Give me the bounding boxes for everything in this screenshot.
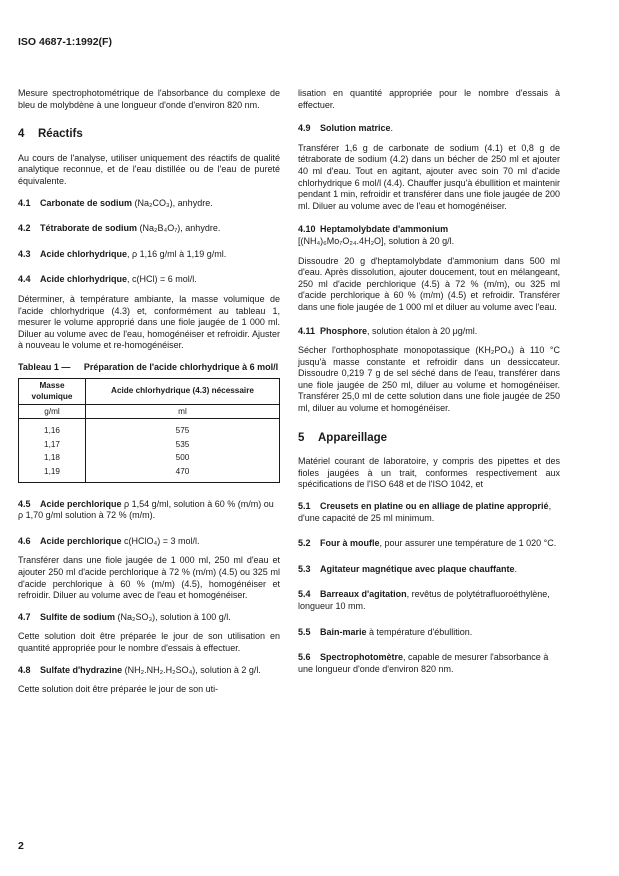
clause-number: 4.7	[18, 611, 31, 622]
section-title: Réactifs	[38, 128, 83, 141]
clause-4-3	[18, 249, 280, 261]
clause-number: 4.6	[18, 535, 31, 546]
clause-number: 5.5	[298, 626, 311, 637]
clause-name: Heptamolybdate d'ammonium	[320, 224, 449, 235]
clause-text: .	[390, 123, 394, 134]
col-unit-volume: ml	[86, 404, 280, 419]
clause-5-1	[298, 501, 560, 524]
clause-number: 4.3	[18, 248, 31, 259]
clause-text: , capable de mesurer l'absorbance à une longueur d'onde d'environ 820 nm.	[298, 652, 549, 674]
clause-number: 4.4	[18, 274, 31, 285]
clause-name: Agitateur magnétique avec plaque chauffante	[320, 563, 515, 574]
clause-4-10-body: Dissoudre 20 g d'heptamolybdate d'ammonium dans 500 ml d'eau. Après dissolution, ajouter doucement, tout en mélangeant, 250 ml d'acide perchlorique (4.5) à 72 % (m/m), ou 325 ml d'acide perchlorique à 60 % (m/m) (4.5) et refroidir. Transférer dans une fiole jaugée de 1 000 ml et diluer au volume avec l'eau.	[298, 255, 560, 312]
clause-text: (Na₂CO₃), anhydre.	[132, 197, 213, 208]
clause-4-11	[298, 326, 560, 338]
clause-name: Sulfate d'hydrazine	[40, 664, 123, 675]
col-header-volume: Acide chlorhydrique (4.3) nécessaire	[86, 378, 280, 404]
density-cell: 1,19	[19, 465, 86, 482]
clause-name: Creusets en platine ou en alliage de platine approprié	[320, 501, 549, 512]
clause-number: 4.10	[298, 224, 316, 235]
clause-text: , pour assurer une température de 1 020 °C.	[379, 538, 557, 549]
section-5-intro: Matériel courant de laboratoire, y compris des pipettes et des fioles jaugées à un trait, conformes respectivement aux spécifications de l'ISO 648 et de l'ISO 1042, et	[298, 456, 560, 490]
volume-cell: 535	[86, 438, 280, 452]
clause-text: .	[514, 563, 518, 574]
density-cell: 1,16	[19, 419, 86, 438]
right-column	[298, 88, 560, 689]
clause-name: Acide perchlorique	[40, 498, 122, 509]
clause-4-4-body: Déterminer, à température ambiante, la masse volumique de l'acide chlorhydrique (4.3) et, conformément au tableau 1, mesurer le volume approprié dans une fiole jaugée de 1 000 ml. Diluer au volume avec de l'eau, homogénéiser et refroidir. Ajuster à nouveau le volume et re-homogénéiser.	[18, 293, 280, 351]
volume-cell: 500	[86, 451, 280, 465]
clause-name: Phosphore	[320, 325, 368, 336]
table-label: Tableau 1 —	[18, 361, 71, 372]
clause-4-8-body: Cette solution doit être préparée le jour de son uti-	[18, 684, 219, 695]
clause-name: Solution matrice	[320, 123, 391, 134]
volume-cell: 470	[86, 465, 280, 482]
clause-5-5	[298, 627, 560, 639]
clause-number: 4.2	[18, 223, 31, 234]
section-title: Appareillage	[318, 431, 388, 444]
clause-4-1	[18, 198, 280, 210]
clause-number: 4.9	[298, 123, 311, 134]
clause-text: (Na₂B₄O₇), anhydre.	[137, 223, 221, 234]
clause-text: , c(HCl) = 6 mol/l.	[127, 274, 197, 285]
clause-4-6	[18, 536, 280, 548]
clause-4-2	[18, 223, 280, 235]
density-cell: 1,17	[19, 438, 86, 452]
clause-number: 5.6	[298, 652, 311, 663]
clause-text: (Na₂SO₃), solution à 100 g/l.	[115, 611, 231, 622]
clause-name: Four à moufle	[320, 538, 380, 549]
clause-name: Carbonate de sodium	[40, 197, 133, 208]
clause-text: , solution étalon à 20 μg/ml.	[367, 325, 478, 336]
clause-4-6-body: Transférer dans une fiole jaugée de 1 000 ml, 250 ml d'eau et ajouter 250 ml d'acide perchlorique à 72 % (m/m) (4.5) ou 325 ml d'acide perchlorique à 60 % (m/m) (4.5), homogénéiser et refroidir. Diluer au volume avec de l'eau et homogénéiser.	[18, 555, 280, 601]
clause-4-5	[18, 499, 280, 522]
section-4-heading	[18, 129, 280, 141]
section-5-heading	[298, 433, 560, 445]
clause-number: 5.1	[298, 501, 311, 512]
clause-4-10	[298, 224, 560, 247]
page-number: 2	[18, 840, 24, 852]
clause-name: Acide perchlorique	[40, 535, 122, 546]
clause-name: Acide chlorhydrique	[40, 274, 128, 285]
table-row	[19, 419, 280, 438]
clause-name: Tétraborate de sodium	[40, 223, 138, 234]
clause-number: 5.3	[298, 563, 311, 574]
clause-5-4	[298, 589, 560, 612]
clause-4-4	[18, 274, 280, 286]
clause-name: Spectrophotomètre	[320, 652, 404, 663]
density-cell: 1,18	[19, 451, 86, 465]
volume-cell: 575	[86, 419, 280, 438]
clause-name: Bain-marie	[320, 626, 367, 637]
clause-5-6	[298, 652, 560, 675]
clause-4-9	[298, 123, 560, 135]
col-unit-density: g/ml	[19, 404, 86, 419]
clause-4-8	[18, 665, 280, 677]
clause-text: (NH₂.NH₂.H₂SO₄), solution à 2 g/l.	[122, 664, 261, 675]
clause-number: 4.1	[18, 197, 31, 208]
continued-paragraph: lisation en quantité appropriée pour le nombre d'essais à effectuer.	[298, 88, 560, 110]
clause-text: , d'une capacité de 25 ml minimum.	[298, 501, 552, 523]
clause-4-9-body: Transférer 1,6 g de carbonate de sodium (4.1) et 0,8 g de tétraborate de sodium (4.2) dans un bécher de 250 ml et ajouter 40 ml d'eau. Tout en agitant, ajouter avec soin 70 ml d'acide chlorhydrique 6 mol/l (4.4). Chauffer jusqu'à ébullition et maintenir pendant 1 min, refroidir et transférer dans une fiole jaugée de 200 ml. Diluer au volume avec de l'eau et homogénéiser.	[298, 142, 560, 211]
clause-text: c(HClO₄) = 3 mol/l.	[121, 535, 200, 546]
clause-number: 5.4	[298, 589, 311, 600]
clause-name: Sulfite de sodium	[40, 611, 116, 622]
hcl-preparation-table	[18, 378, 280, 483]
clause-5-3	[298, 564, 560, 576]
section-number: 5	[298, 431, 305, 444]
table-caption	[18, 362, 280, 374]
clause-number: 4.11	[298, 325, 316, 336]
clause-5-2	[298, 538, 560, 550]
clause-number: 4.8	[18, 664, 31, 675]
clause-text: [(NH₄)₆Mo₇O₂₄.4H₂O], solution à 20 g/l.	[298, 235, 455, 246]
clause-text: , ρ 1,16 g/ml à 1,19 g/ml.	[127, 248, 227, 259]
section-number: 4	[18, 128, 25, 141]
clause-text: ρ 1,54 g/ml, solution à 60 % (m/m) ou ρ 1,70 g/ml solution à 72 % (m/m).	[18, 498, 274, 521]
table-row	[19, 465, 280, 482]
clause-name: Acide chlorhydrique	[40, 248, 128, 259]
col-header-density: Masse volumique	[19, 378, 86, 404]
standard-header: ISO 4687-1:1992(F)	[18, 36, 112, 48]
clause-4-11-body: Sécher l'orthophosphate monopotassique (KH₂PO₄) à 110 °C jusqu'à masse constante et refroidir dans un dessiccateur. Dissoudre 0,219 7 g de sel séché dans de l'eau, transférer dans une fiole jaugée de 250 ml, diluer au volume et homogénéiser. Transférer 25,0 ml de cette solution dans une fiole jaugée de 250 ml, diluer au volume et homogénéiser.	[298, 345, 560, 414]
clause-4-7-body: Cette solution doit être préparée le jour de son utilisation en quantité appropriée pour le nombre d'essais à effectuer.	[18, 631, 280, 653]
table-row	[19, 451, 280, 465]
clause-4-7	[18, 612, 280, 624]
clause-number: 4.5	[18, 498, 31, 509]
clause-text: à température d'ébullition.	[366, 626, 473, 637]
clause-number: 5.2	[298, 538, 311, 549]
left-column	[18, 88, 280, 706]
clause-text: , revêtus de polytétrafluoroéthylène, longueur 10 mm.	[298, 589, 550, 611]
table-row	[19, 438, 280, 452]
table-title: Préparation de l'acide chlorhydrique à 6 mol/l	[83, 361, 279, 372]
clause-name: Barreaux d'agitation	[320, 589, 407, 600]
section-4-intro: Au cours de l'analyse, utiliser uniquement des réactifs de qualité analytique reconnue, et de l'eau distillée ou de l'eau de pureté équivalente.	[18, 152, 280, 186]
intro-paragraph: Mesure spectrophotométrique de l'absorbance du complexe de bleu de molybdène à une longueur d'onde d'environ 820 nm.	[18, 88, 280, 110]
